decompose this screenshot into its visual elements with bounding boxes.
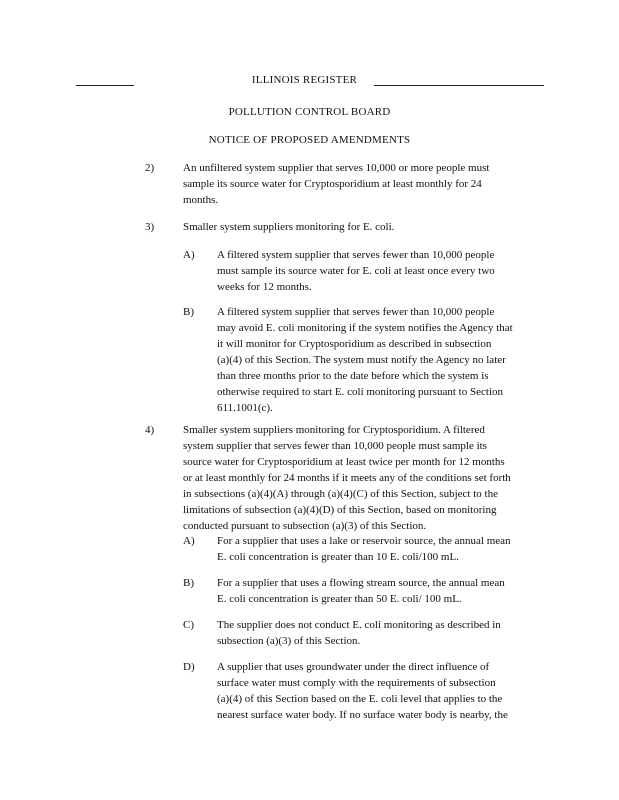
subparagraph-letter: A) xyxy=(183,535,195,547)
paragraph-number: 2) xyxy=(145,162,155,174)
text-line: sample its source water for Cryptosporidium at least monthly for 24 xyxy=(183,178,482,190)
text-line: An unfiltered system supplier that serves 10,000 or more people must xyxy=(183,162,490,174)
text-line: limitations of subsection (a)(4)(D) of this Section, based on monitoring xyxy=(183,504,497,516)
text-line: weeks for 12 months. xyxy=(217,281,312,293)
text-line: may avoid E. coli monitoring if the system notifies the Agency that xyxy=(217,322,513,334)
text-line: source water for Cryptosporidium at least twice per month for 12 months xyxy=(183,456,505,468)
register-title: ILLINOIS REGISTER xyxy=(251,74,358,86)
text-line: nearest surface water body. If no surface water body is nearby, the xyxy=(217,709,508,721)
paragraph-text xyxy=(183,219,545,235)
text-line: E. coli concentration is greater than 10 E. coli/100 mL. xyxy=(217,551,459,563)
subparagraph-text xyxy=(217,575,545,607)
text-line: conducted pursuant to subsection (a)(3) of this Section. xyxy=(183,520,427,532)
subparagraph-text xyxy=(217,533,545,565)
text-line: For a supplier that uses a lake or reservoir source, the annual mean xyxy=(217,535,511,547)
subparagraph-letter: A) xyxy=(183,249,195,261)
subparagraph-letter: B) xyxy=(183,306,194,318)
subparagraph-text xyxy=(217,617,545,649)
text-line: subsection (a)(3) of this Section. xyxy=(217,635,361,647)
subparagraph-text xyxy=(217,304,545,416)
text-line: than three months prior to the date before which the system is xyxy=(217,370,489,382)
text-line: system supplier that serves fewer than 10,000 people must sample its xyxy=(183,440,487,452)
text-line: otherwise required to start E. coli monitoring pursuant to Section xyxy=(217,386,503,398)
text-line: (a)(4) of this Section based on the E. coli level that applies to the xyxy=(217,693,503,705)
text-line: must sample its source water for E. coli at least once every two xyxy=(217,265,495,277)
text-line: or at least monthly for 24 months if it meets any of the conditions set forth xyxy=(183,472,511,484)
text-line: surface water must comply with the requirements of subsection xyxy=(217,677,496,689)
board-title: POLLUTION CONTROL BOARD xyxy=(228,106,391,118)
text-line: The supplier does not conduct E. coli monitoring as described in xyxy=(217,619,501,631)
paragraph-number: 4) xyxy=(145,424,155,436)
text-line: E. coli concentration is greater than 50 E. coli/ 100 mL. xyxy=(217,593,462,605)
text-line: Smaller system suppliers monitoring for Cryptosporidium. A filtered xyxy=(183,424,485,436)
text-line: months. xyxy=(183,194,219,206)
notice-title: NOTICE OF PROPOSED AMENDMENTS xyxy=(208,134,411,146)
text-line: 611.1001(c). xyxy=(217,402,273,414)
subparagraph-text xyxy=(217,247,545,295)
paragraph-text xyxy=(183,422,545,534)
paragraph-number: 3) xyxy=(145,221,155,233)
text-line: (a)(4) of this Section. The system must notify the Agency no later xyxy=(217,354,506,366)
text-line: Smaller system suppliers monitoring for E. coli. xyxy=(183,221,395,233)
subparagraph-text xyxy=(217,659,545,723)
text-line: A filtered system supplier that serves fewer than 10,000 people xyxy=(217,249,495,261)
text-line: A filtered system supplier that serves fewer than 10,000 people xyxy=(217,306,495,318)
text-line: A supplier that uses groundwater under the direct influence of xyxy=(217,661,490,673)
text-line: For a supplier that uses a flowing stream source, the annual mean xyxy=(217,577,505,589)
subparagraph-letter: D) xyxy=(183,661,195,673)
text-line: it will monitor for Cryptosporidium as described in subsection xyxy=(217,338,492,350)
subparagraph-letter: C) xyxy=(183,619,194,631)
text-line: in subsections (a)(4)(A) through (a)(4)(C) of this Section, subject to the xyxy=(183,488,498,500)
paragraph-text xyxy=(183,160,545,208)
subparagraph-letter: B) xyxy=(183,577,194,589)
